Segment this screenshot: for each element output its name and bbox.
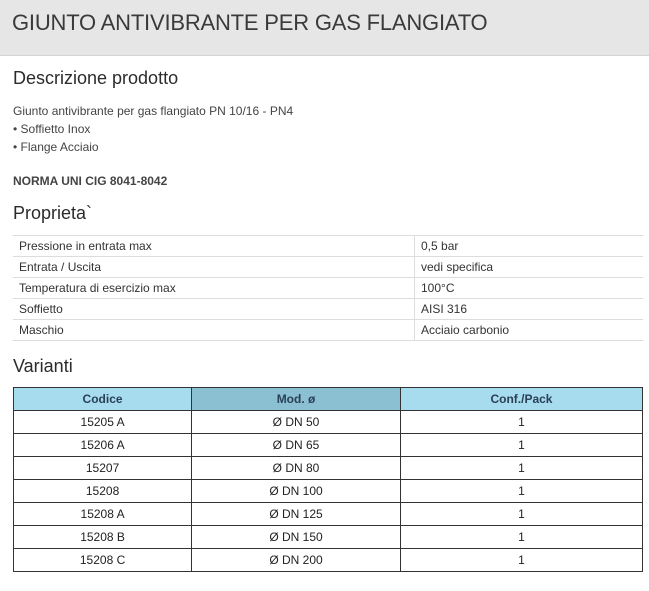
table-row bbox=[14, 526, 643, 549]
variant-model: Ø DN 65 bbox=[192, 434, 401, 457]
variant-code: 15208 bbox=[14, 480, 192, 503]
description-line: • Flange Acciaio bbox=[13, 140, 99, 154]
property-label: Maschio bbox=[13, 320, 415, 341]
column-header-codice[interactable]: Codice bbox=[14, 388, 192, 411]
table-row bbox=[14, 480, 643, 503]
variant-code: 15208 C bbox=[14, 549, 192, 572]
property-label: Soffietto bbox=[13, 299, 415, 320]
variant-pack: 1 bbox=[400, 526, 642, 549]
table-row bbox=[14, 549, 643, 572]
column-header-mod[interactable]: Mod. ø bbox=[192, 388, 401, 411]
variant-pack: 1 bbox=[400, 503, 642, 526]
norm-text: NORMA UNI CIG 8041-8042 bbox=[13, 174, 168, 188]
variants-header-row bbox=[14, 388, 643, 411]
variant-model: Ø DN 80 bbox=[192, 457, 401, 480]
variant-model: Ø DN 150 bbox=[192, 526, 401, 549]
variant-pack: 1 bbox=[400, 411, 642, 434]
properties-heading: Proprieta` bbox=[13, 203, 93, 223]
property-row bbox=[13, 278, 643, 299]
column-header-conf-pack[interactable]: Conf./Pack bbox=[400, 388, 642, 411]
variant-model: Ø DN 100 bbox=[192, 480, 401, 503]
variant-pack: 1 bbox=[400, 549, 642, 572]
variant-code: 15208 B bbox=[14, 526, 192, 549]
description-heading: Descrizione prodotto bbox=[13, 68, 179, 88]
variant-code: 15206 A bbox=[14, 434, 192, 457]
variant-code: 15205 A bbox=[14, 411, 192, 434]
description-line: Giunto antivibrante per gas flangiato PN 10/16 - PN4 bbox=[13, 104, 294, 118]
table-row bbox=[14, 457, 643, 480]
property-row bbox=[13, 299, 643, 320]
property-row bbox=[13, 320, 643, 341]
property-value: 100°C bbox=[415, 278, 644, 299]
page-title: GIUNTO ANTIVIBRANTE PER GAS FLANGIATO bbox=[12, 10, 488, 35]
property-value: vedi specifica bbox=[415, 257, 644, 278]
property-row bbox=[13, 257, 643, 278]
variants-heading: Varianti bbox=[13, 356, 73, 376]
properties-table bbox=[13, 235, 643, 341]
variant-code: 15208 A bbox=[14, 503, 192, 526]
description-text bbox=[13, 102, 643, 156]
property-value: 0,5 bar bbox=[415, 236, 644, 257]
property-label: Entrata / Uscita bbox=[13, 257, 415, 278]
table-row bbox=[14, 503, 643, 526]
title-bar bbox=[0, 0, 649, 56]
property-value: AISI 316 bbox=[415, 299, 644, 320]
property-value: Acciaio carbonio bbox=[415, 320, 644, 341]
variant-pack: 1 bbox=[400, 457, 642, 480]
variant-pack: 1 bbox=[400, 480, 642, 503]
variant-code: 15207 bbox=[14, 457, 192, 480]
description-line: • Soffietto Inox bbox=[13, 122, 91, 136]
property-label: Temperatura di esercizio max bbox=[13, 278, 415, 299]
product-content bbox=[0, 68, 649, 572]
variants-table bbox=[13, 387, 643, 572]
table-row bbox=[14, 411, 643, 434]
variant-model: Ø DN 200 bbox=[192, 549, 401, 572]
property-label: Pressione in entrata max bbox=[13, 236, 415, 257]
property-row bbox=[13, 236, 643, 257]
table-row bbox=[14, 434, 643, 457]
variant-model: Ø DN 125 bbox=[192, 503, 401, 526]
variant-pack: 1 bbox=[400, 434, 642, 457]
variant-model: Ø DN 50 bbox=[192, 411, 401, 434]
